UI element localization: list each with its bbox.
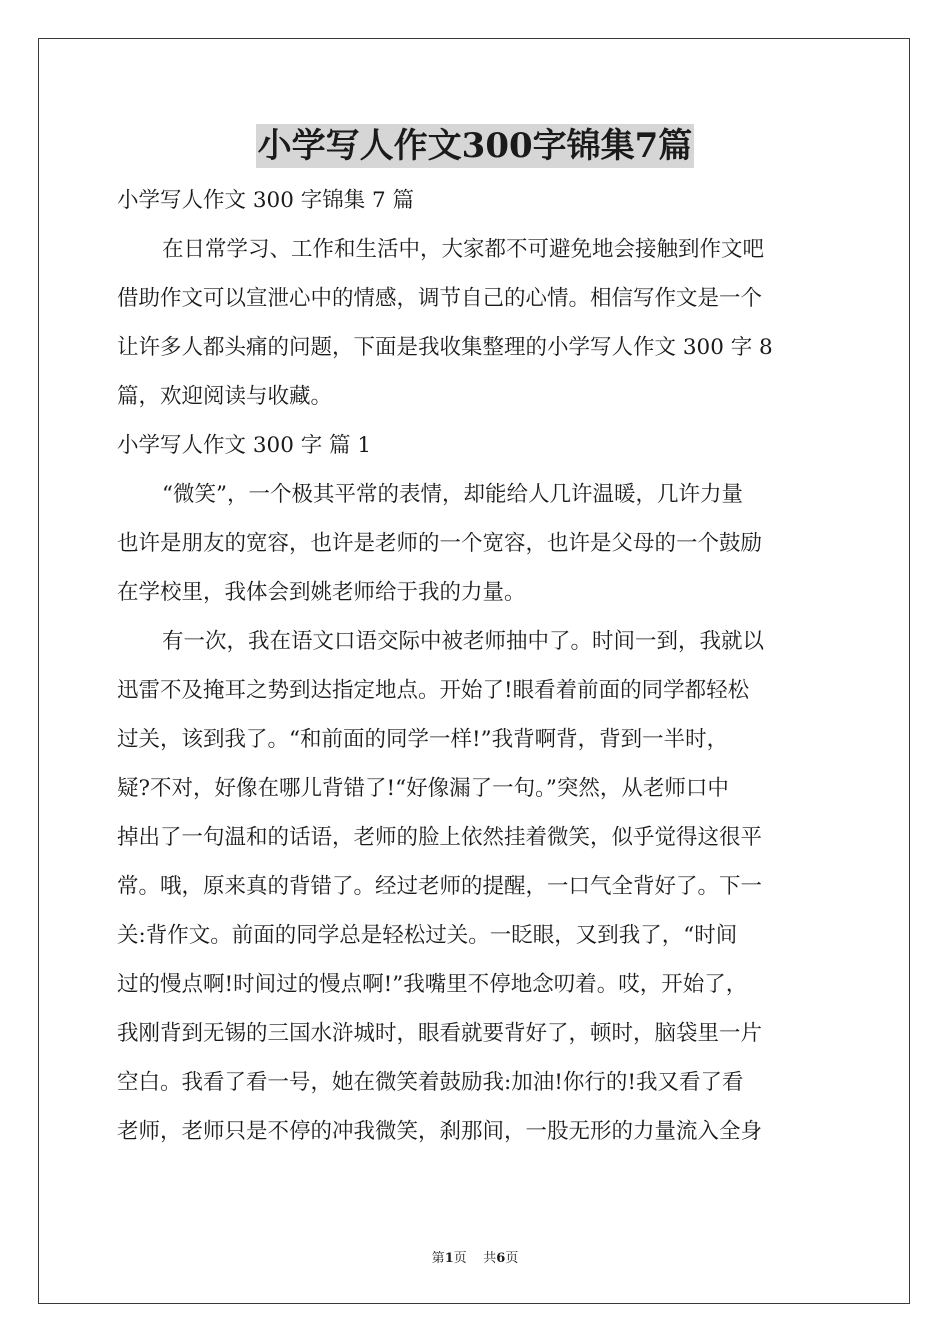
- text-line: 关:背作文。前面的同学总是轻松过关。一眨眼，又到我了，“时间: [117, 923, 738, 948]
- text-line: 让许多人都头痛的问题，下面是我收集整理的小学写人作文 300 字 8: [117, 335, 773, 360]
- text-line: 空白。我看了看一号，她在微笑着鼓励我:加油!你行的!我又看了看: [117, 1070, 744, 1095]
- text-line: 借助作文可以宣泄心中的情感，调节自己的心情。相信写作文是一个: [117, 286, 763, 311]
- text-line: 掉出了一句温和的话语，老师的脸上依然挂着微笑，似乎觉得这很平: [117, 825, 763, 850]
- footer-page-prefix: 第: [431, 1251, 445, 1266]
- text-line: “微笑”，一个极其平常的表情，却能给人几许温暖，几许力量: [162, 482, 743, 507]
- text-line: 过关，该到我了。“和前面的同学一样!”我背啊背，背到一半时，: [117, 727, 729, 752]
- text-line: 我刚背到无锡的三国水浒城时，眼看就要背好了，顿时，脑袋里一片: [117, 1021, 763, 1046]
- text-line: 疑?不对，好像在哪儿背错了!“好像漏了一句。”突然，从老师口中: [117, 776, 729, 801]
- text-line: 小学写人作文 300 字锦集 7 篇: [117, 188, 415, 213]
- footer-page-mid: 页 共: [453, 1251, 497, 1266]
- text-line: 在学校里，我体会到姚老师给于我的力量。: [117, 580, 526, 605]
- document-body: [117, 176, 835, 1156]
- text-line: 也许是朋友的宽容，也许是老师的一个宽容，也许是父母的一个鼓励: [117, 531, 763, 556]
- footer-page-current: 1: [444, 1251, 454, 1266]
- text-line: 迅雷不及掩耳之势到达指定地点。开始了!眼看着前面的同学都轻松: [117, 678, 750, 703]
- text-line: 老师，老师只是不停的冲我微笑，刹那间，一股无形的力量流入全身: [117, 1119, 763, 1144]
- text-line: 篇，欢迎阅读与收藏。: [117, 384, 333, 409]
- page-footer: [0, 1247, 950, 1266]
- document-title: 小学写人作文300字锦集7篇: [257, 126, 693, 166]
- title-container: [0, 124, 950, 168]
- text-line: 在日常学习、工作和生活中，大家都不可避免地会接触到作文吧: [162, 237, 765, 262]
- text-line: 有一次，我在语文口语交际中被老师抽中了。时间一到，我就以: [162, 629, 765, 654]
- text-line: 常。哦，原来真的背错了。经过老师的提醒，一口气全背好了。下一: [117, 874, 763, 899]
- footer-page-total: 6: [496, 1251, 506, 1266]
- footer-page-suffix: 页: [505, 1251, 519, 1266]
- text-line: 小学写人作文 300 字 篇 1: [117, 433, 372, 458]
- text-line: 过的慢点啊!时间过的慢点啊!”我嘴里不停地念叨着。哎，开始了，: [117, 972, 748, 997]
